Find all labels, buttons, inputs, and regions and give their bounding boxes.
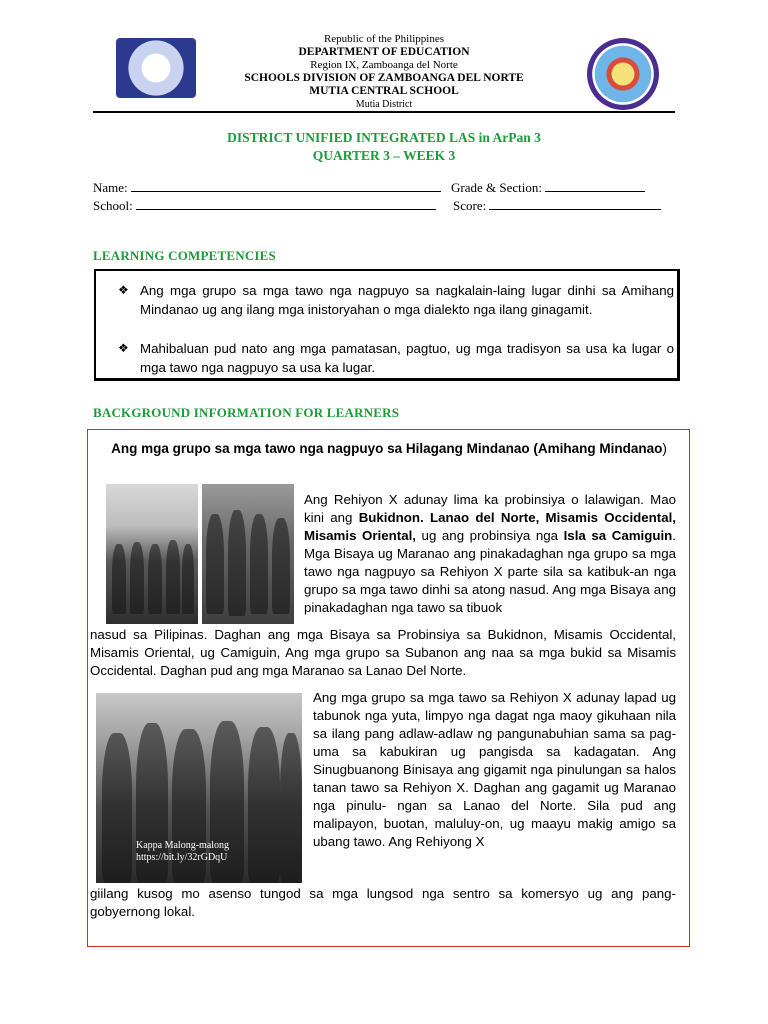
competency-text: Ang mga grupo sa mga tawo nga nagpuyo sa nagkalain-laing lugar dinhi sa Amihang Mindanao ug ang ilang mga inistoryahan o mga dialekto nga ilang ginagamit. [140,283,674,317]
caption-title: Kappa Malong-malong [136,840,230,851]
deped-seal-logo [116,38,196,98]
paragraph-2-full: giilang kusog mo asenso tungod sa mga lungsod nga sentro sa komersyo ug ang pang-gobyernong lokal. [90,886,676,919]
region-line: Region IX, Zamboanga del Norte [310,59,458,71]
p1-text-e: . Mga Bisaya ug Maranao ang pinakadaghan nga grupo sa mga tawo nga nagpuyo sa Rehiyon X parte sila sa katibuk-an nga grupo sa mga tawo dinhi sa atong nasud. Ang mga Bisaya ang pinakadaghan nga tawo sa tibuok [304,528,676,615]
paragraph-1-full: nasud sa Pilipinas. Daghan ang mga Bisaya sa Probinsiya sa Bukidnon, Misamis Occidental, Misamis Oriental, ug Camiguin, Ang mga grupo sa Subanon ang naa sa mga bukid sa Misamis Occidental. Daghan pud ang mga Maranao sa Lanao Del Norte. [90,627,676,678]
competency-text: Mahibaluan pud nato ang mga pamatasan, pagtuo, ug mga tradisyon sa usa ka lugar o mga tawo nga nagpuyo sa usa ka lugar. [140,341,674,375]
competencies-heading: LEARNING COMPETENCIES [93,248,276,263]
p1-text-c: ug ang probinsiya nga [415,528,564,543]
background-box [87,429,690,947]
school-blank[interactable] [136,198,436,210]
quarter-week-title: QUARTER 3 – WEEK 3 [312,148,456,163]
score-field[interactable] [453,198,661,214]
school-field[interactable] [93,198,436,214]
p1-text-a: Ang Rehiyon X adunay lima ka probinsiya o lalawigan. Mao kini ang [304,492,676,525]
paragraph-2-side: Ang mga grupo sa mga tawo sa Rehiyon X adunay lapad ug tabunok nga yuta, limpyo nga dagat nga maoy gikuhaan nila sa ilang pang adlaw-adlaw ng pangunabuhian sama sa pag-uma sa kabukiran ug pangisda sa kadagatan. Ang Sinugbuanong Binisaya ang gigamit nga pinulungan sa halos tanan tawo sa Rehiyon X. Daghan ang gagamit ug Maranao nga pinulu- ngan sa Lanao del Norte. Sila pud ang malipayon, buotan, maluluy-on, ug maayu makig amigo sa ubang tawo. Ang Rehiyong X [313,690,676,849]
p1-camiguin-bold: Isla sa Camiguin [563,528,673,543]
school-name-line: MUTIA CENTRAL SCHOOL [309,85,459,97]
caption-link[interactable]: https://bit.ly/32rGDqU [136,852,228,863]
photo-caption [136,840,229,864]
group-photo-image [106,484,198,624]
grade-section-blank[interactable] [545,180,645,192]
name-label: Name: [93,180,128,195]
box-title-bold: Ang mga grupo sa mga tawo nga nagpuyo sa Hilagang Mindanao (Amihang Mindanao [111,441,663,456]
background-heading: BACKGROUND INFORMATION FOR LEARNERS [93,405,400,420]
background-box-title [100,440,678,458]
box-title-end: ) [662,441,667,456]
score-blank[interactable] [489,198,661,210]
name-field[interactable] [93,180,441,196]
tribal-dancers-photo-image [202,484,294,624]
diamond-bullet-icon: ❖ [118,341,129,355]
division-line: SCHOOLS DIVISION OF ZAMBOANGA DEL NORTE [244,72,524,84]
department-line: DEPARTMENT OF EDUCATION [298,46,470,58]
header-divider [93,111,675,113]
competency-item [118,339,674,377]
school-header [200,33,568,111]
diamond-bullet-icon: ❖ [118,283,129,297]
grade-section-label: Grade & Section: [451,180,542,195]
p1-provinces-bold: Bukidnon. Lanao del Norte, Misamis Occidental, Misamis Oriental, [304,510,676,543]
school-label: School: [93,198,133,213]
district-line: Mutia District [355,99,413,110]
score-label: Score: [453,198,487,213]
competency-item [118,281,674,319]
name-blank[interactable] [131,180,441,192]
division-seal-logo [587,38,659,110]
republic-line: Republic of the Philippines [323,33,445,45]
grade-section-field[interactable] [451,180,645,196]
las-title: DISTRICT UNIFIED INTEGRATED LAS in ArPan 3 [227,130,541,145]
paragraph-1-side [304,491,676,617]
competencies-box [94,269,680,381]
